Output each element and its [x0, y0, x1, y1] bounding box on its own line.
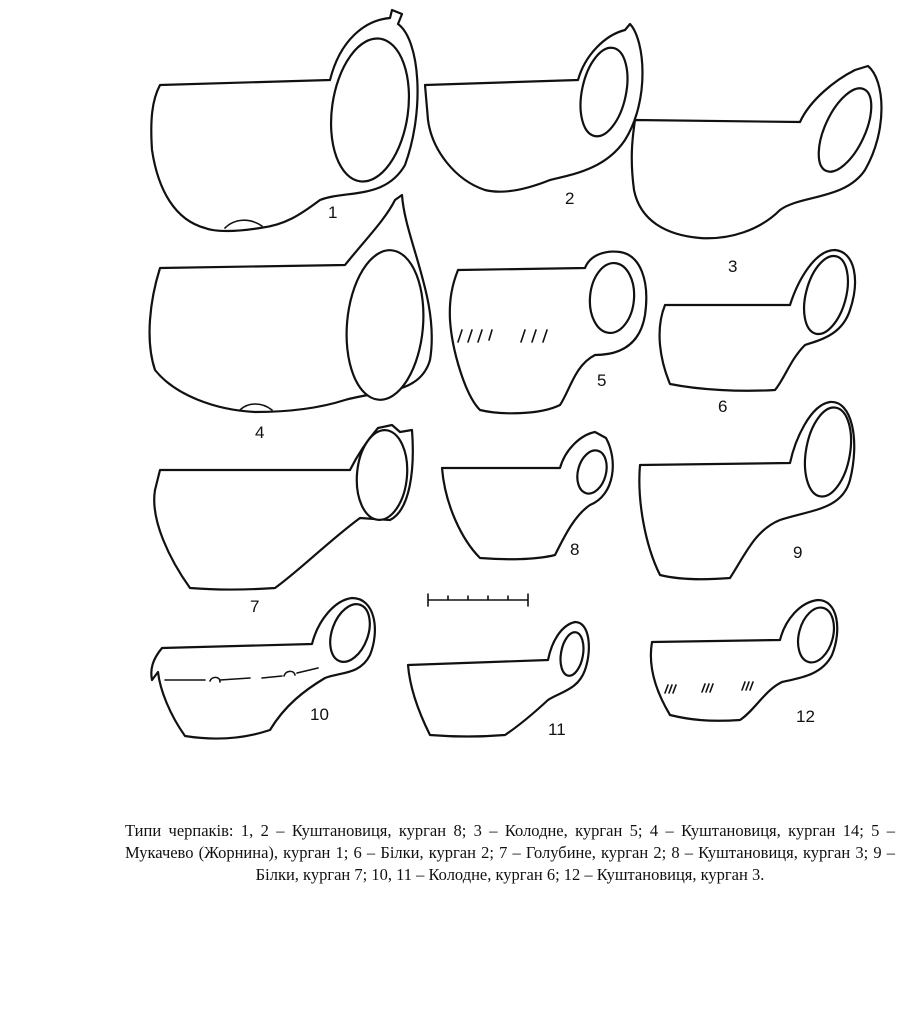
vessel-11 — [408, 622, 589, 739]
vessel-label-1: 1 — [328, 203, 338, 222]
vessel-label-5: 5 — [597, 371, 607, 390]
vessel-label-10: 10 — [310, 705, 329, 724]
vessel-1 — [151, 10, 417, 231]
vessel-label-6: 6 — [718, 397, 728, 416]
scale-bar — [428, 594, 528, 606]
figure-caption: Типи черпаків: 1, 2 – Куштановиця, курган 8; 3 – Колодне, курган 5; 4 – Куштановиця, курган 14; 5 – Мукачево (Жорнина), курган 1; 6 – Білки, курган 2; 7 – Голубине, курган 2; 8 – Куштановиця, курган 3; 9 – Білки, курган 7; 10, 11 – Колодне, курган 6; 12 – Куштановиця, курган 3. — [125, 821, 895, 884]
vessel-label-8: 8 — [570, 540, 580, 559]
vessel-7 — [154, 425, 413, 616]
vessel-5 — [450, 252, 646, 414]
vessel-label-3: 3 — [728, 257, 738, 276]
vessel-2 — [425, 24, 643, 208]
vessel-6 — [660, 250, 856, 416]
vessel-label-7: 7 — [250, 597, 260, 616]
vessel-3 — [632, 66, 882, 276]
vessel-4 — [150, 195, 432, 442]
vessel-10 — [151, 598, 377, 738]
vessel-label-12: 12 — [796, 707, 815, 726]
vessel-9 — [639, 402, 857, 579]
vessel-label-9: 9 — [793, 543, 803, 562]
vessel-label-4: 4 — [255, 423, 265, 442]
vessel-12 — [651, 600, 840, 726]
vessel-label-2: 2 — [565, 189, 575, 208]
vessel-label-11: 11 — [548, 720, 566, 739]
vessel-8 — [442, 432, 613, 559]
